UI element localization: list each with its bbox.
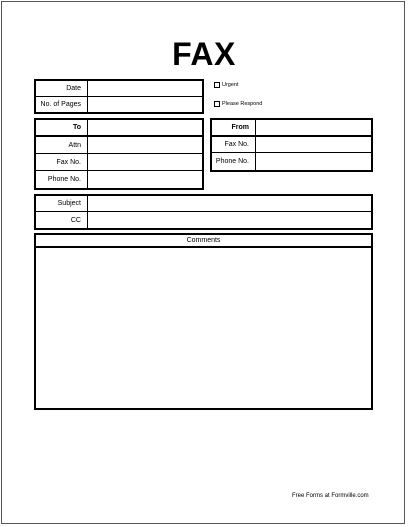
cc-field[interactable] xyxy=(88,212,371,228)
to-label: To xyxy=(36,120,88,137)
to-field[interactable] xyxy=(88,120,202,137)
from-phone-field[interactable] xyxy=(256,153,371,170)
from-fax-field[interactable] xyxy=(256,137,371,154)
pages-field[interactable] xyxy=(88,97,202,113)
to-fax-field[interactable] xyxy=(88,154,202,171)
from-box xyxy=(210,118,373,172)
to-phone-field[interactable] xyxy=(88,171,202,188)
comments-header: Comments xyxy=(36,235,371,248)
from-phone-label: Phone No. xyxy=(212,153,256,170)
footer-credit: Free Forms at Formville.com xyxy=(292,493,369,499)
comments-box xyxy=(34,233,373,410)
from-fax-label: Fax No. xyxy=(212,137,256,154)
respond-option[interactable] xyxy=(214,99,262,108)
attn-field[interactable] xyxy=(88,137,202,154)
respond-checkbox[interactable] xyxy=(214,101,220,107)
comments-field[interactable] xyxy=(36,248,371,410)
fax-title: FAX xyxy=(172,36,236,72)
date-field[interactable] xyxy=(88,81,202,97)
date-pages-box xyxy=(34,79,204,114)
respond-label: Please Respond xyxy=(222,100,263,107)
from-label: From xyxy=(212,120,256,137)
subject-box xyxy=(34,194,373,230)
urgent-checkbox[interactable] xyxy=(214,82,220,88)
urgent-label: Urgent xyxy=(222,81,239,88)
subject-label: Subject xyxy=(36,196,88,212)
checkbox-group xyxy=(214,80,262,118)
cc-label: CC xyxy=(36,212,88,228)
to-fax-label: Fax No. xyxy=(36,154,88,171)
urgent-option[interactable] xyxy=(214,80,262,89)
from-field[interactable] xyxy=(256,120,371,137)
to-box xyxy=(34,118,204,190)
subject-field[interactable] xyxy=(88,196,371,212)
to-phone-label: Phone No. xyxy=(36,171,88,188)
date-label: Date xyxy=(36,81,88,97)
attn-label: Attn xyxy=(36,137,88,154)
pages-label: No. of Pages xyxy=(36,97,88,113)
